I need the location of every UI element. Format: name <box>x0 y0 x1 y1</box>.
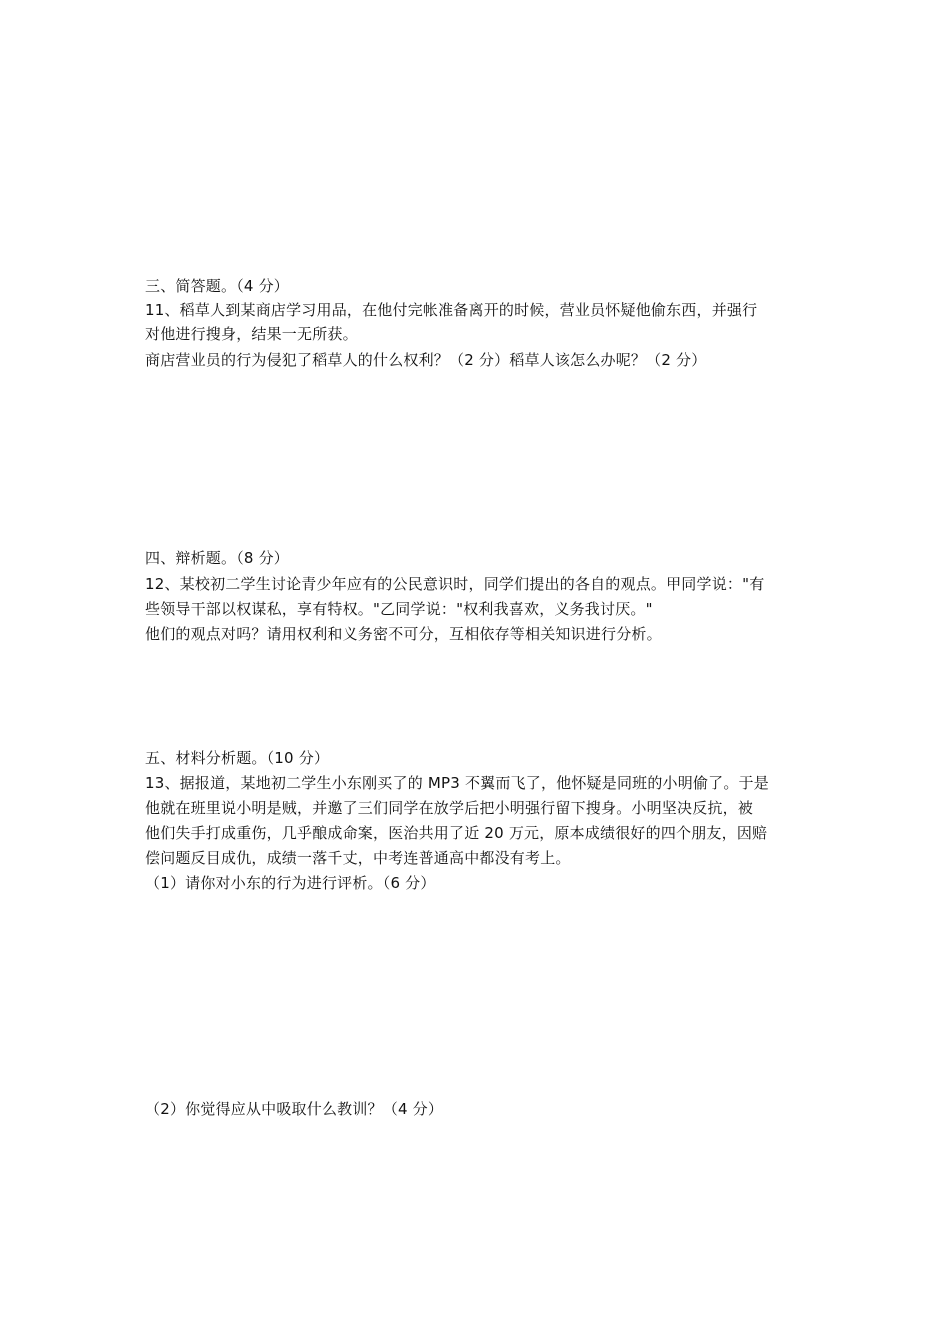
question-11-prompt: 商店营业员的行为侵犯了稻草人的什么权利？（2 分）稻草人该怎么办呢？（2 分） <box>145 351 707 369</box>
question-11-text-line-1: 11、稻草人到某商店学习用品，在他付完帐准备离开的时候，营业员怀疑他偷东西，并强行 <box>145 301 758 319</box>
question-11-text-line-2: 对他进行搜身，结果一无所获。 <box>145 325 358 343</box>
section-3-heading: 三、简答题。（4 分） <box>145 277 290 295</box>
question-13-subquestion-2: （2）你觉得应从中吸取什么教训？（4 分） <box>145 1100 444 1118</box>
question-12-text-line-2: 些领导干部以权谋私，享有特权。"乙同学说："权利我喜欢，义务我讨厌。" <box>145 600 653 618</box>
question-13-text-line-3: 他们失手打成重伤，几乎酿成命案，医治共用了近 20 万元，原本成绩很好的四个朋友，因赔 <box>145 824 768 842</box>
question-13-text-line-1: 13、据报道，某地初二学生小东刚买了的 MP3 不翼而飞了，他怀疑是同班的小明偷了。于是 <box>145 774 769 792</box>
question-13-subquestion-1: （1）请你对小东的行为进行评析。（6 分） <box>145 874 436 892</box>
question-12-prompt: 他们的观点对吗？请用权利和义务密不可分，互相依存等相关知识进行分析。 <box>145 625 662 643</box>
section-4-heading: 四、辩析题。（8 分） <box>145 549 290 567</box>
question-12-text-line-1: 12、某校初二学生讨论青少年应有的公民意识时，同学们提出的各自的观点。甲同学说："有 <box>145 575 765 593</box>
question-13-text-line-2: 他就在班里说小明是贼，并邀了三们同学在放学后把小明强行留下搜身。小明坚决反抗，被 <box>145 799 754 817</box>
section-5-heading: 五、材料分析题。（10 分） <box>145 749 330 767</box>
question-13-text-line-4: 偿问题反目成仇，成绩一落千丈，中考连普通高中都没有考上。 <box>145 849 571 867</box>
